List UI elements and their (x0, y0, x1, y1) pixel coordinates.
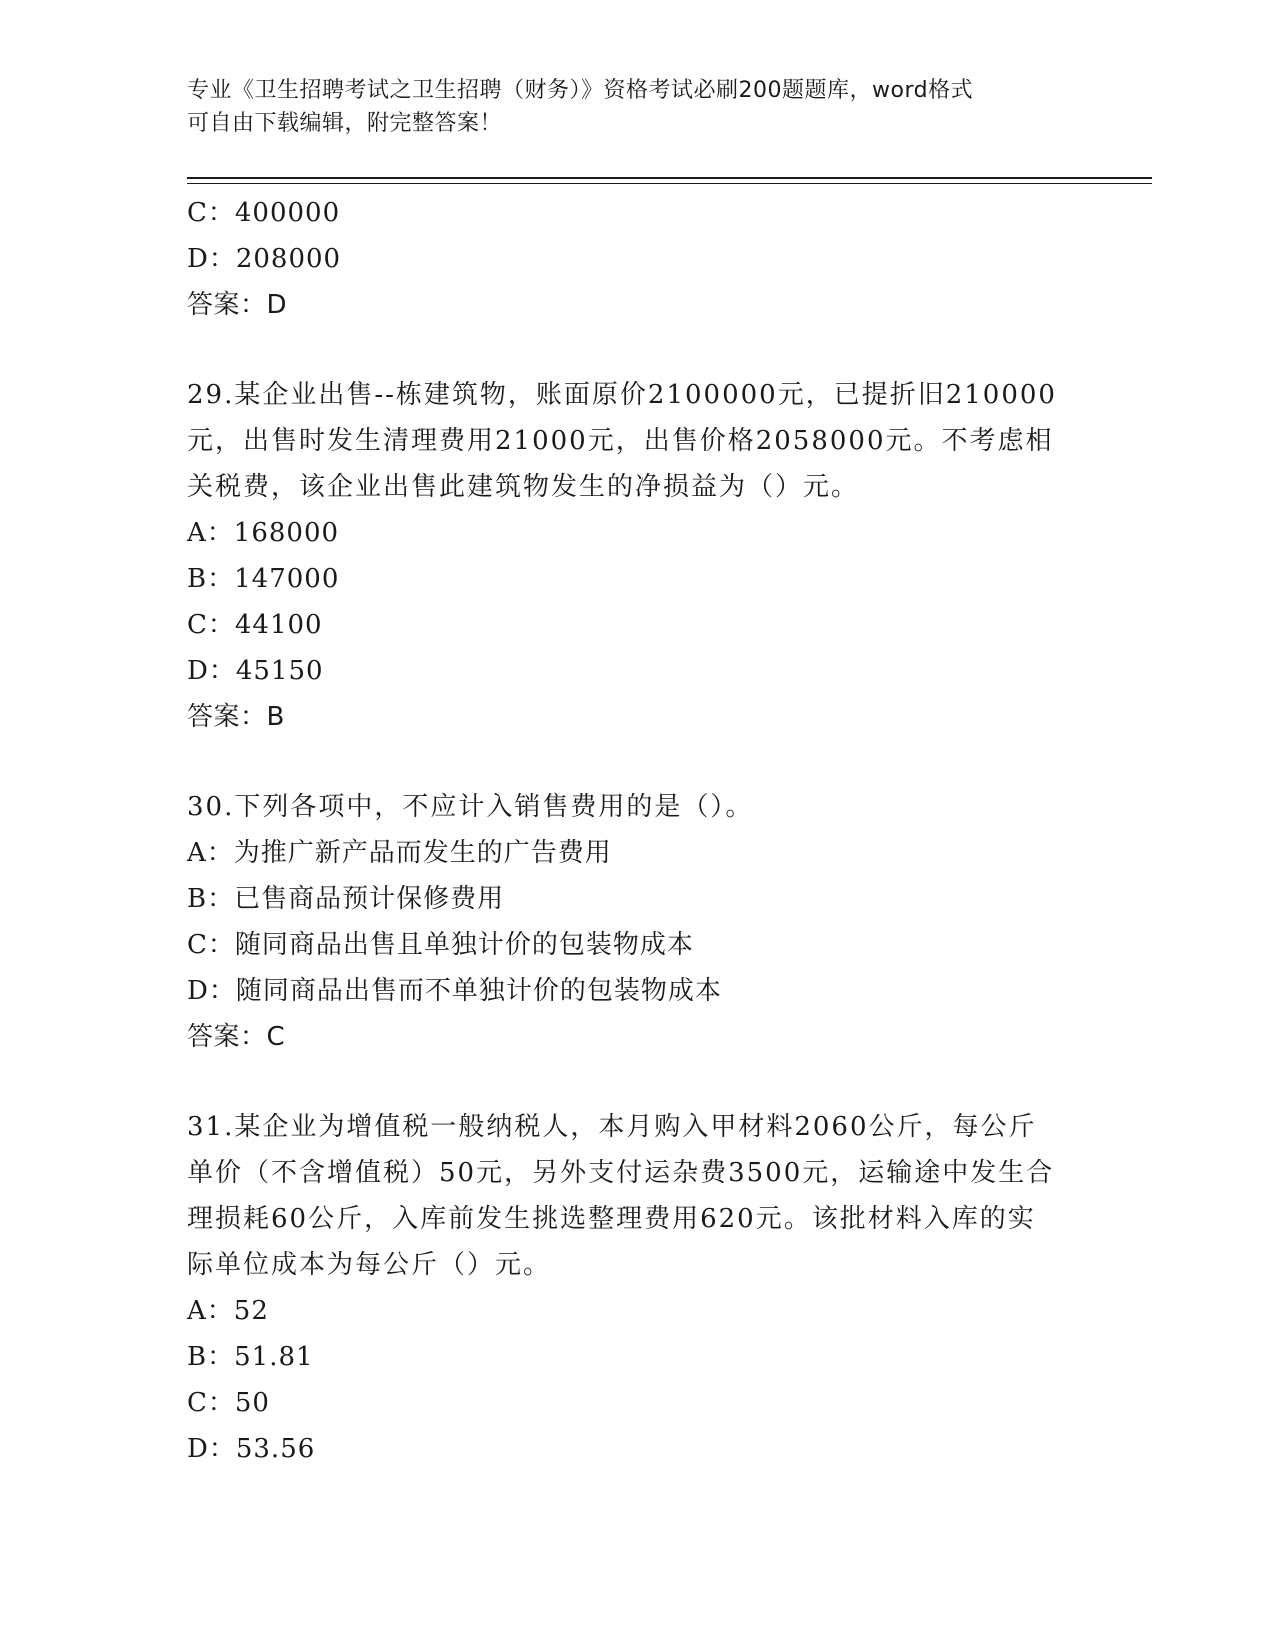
question-28-tail (187, 190, 1087, 328)
question-30 (187, 784, 1087, 1060)
answer: 答案：C (187, 1022, 286, 1052)
option-a: A：52 (187, 1296, 269, 1326)
page-header (187, 74, 1087, 140)
question-list (187, 190, 1087, 1472)
question-text-line: 单价（不含增值税）50元，另外支付运杂费3500元，运输途中发生合 (187, 1158, 1055, 1188)
option-c: C：随同商品出售且单独计价的包装物成本 (187, 930, 694, 960)
option-b: B：已售商品预计保修费用 (187, 884, 505, 914)
question-text-line: 元，出售时发生清理费用21000元，出售价格2058000元。不考虑相 (187, 426, 1054, 456)
option-c: C：400000 (187, 198, 341, 228)
header-rule-thin (187, 183, 1152, 184)
question-text-line: 际单位成本为每公斤（）元。 (187, 1250, 552, 1280)
question-text-line: 理损耗60公斤，入库前发生挑选整理费用620元。该批材料入库的实 (187, 1204, 1036, 1234)
question-text (187, 1104, 1087, 1288)
option-c: C：50 (187, 1388, 270, 1418)
question-text-line: 31.某企业为增值税一般纳税人，本月购入甲材料2060公斤，每公斤 (187, 1112, 1037, 1142)
option-a: A：168000 (187, 518, 340, 548)
option-a: A：为推广新产品而发生的广告费用 (187, 838, 612, 868)
question-text-line: 29.某企业出售--栋建筑物，账面原价2100000元，已提折旧210000 (187, 380, 1057, 410)
header-line-2: 可自由下载编辑，附完整答案！ (187, 111, 503, 136)
question-29 (187, 372, 1087, 740)
question-text-line: 30.下列各项中，不应计入销售费用的是（）。 (187, 792, 754, 822)
answer: 答案：B (187, 702, 285, 732)
option-d: D：45150 (187, 656, 324, 686)
question-31 (187, 1104, 1087, 1472)
question-text (187, 372, 1087, 510)
header-rule-thick (187, 177, 1152, 179)
option-d: D：53.56 (187, 1434, 316, 1464)
option-b: B：51.81 (187, 1342, 314, 1372)
header-line-1: 专业《卫生招聘考试之卫生招聘（财务）》资格考试必刷200题题库，word格式 (187, 78, 974, 103)
option-c: C：44100 (187, 610, 323, 640)
option-d: D：随同商品出售而不单独计价的包装物成本 (187, 976, 722, 1006)
question-text (187, 784, 1087, 830)
answer: 答案：D (187, 290, 288, 320)
question-text-line: 关税费，该企业出售此建筑物发生的净损益为（）元。 (187, 472, 860, 502)
option-d: D：208000 (187, 244, 342, 274)
option-b: B：147000 (187, 564, 340, 594)
